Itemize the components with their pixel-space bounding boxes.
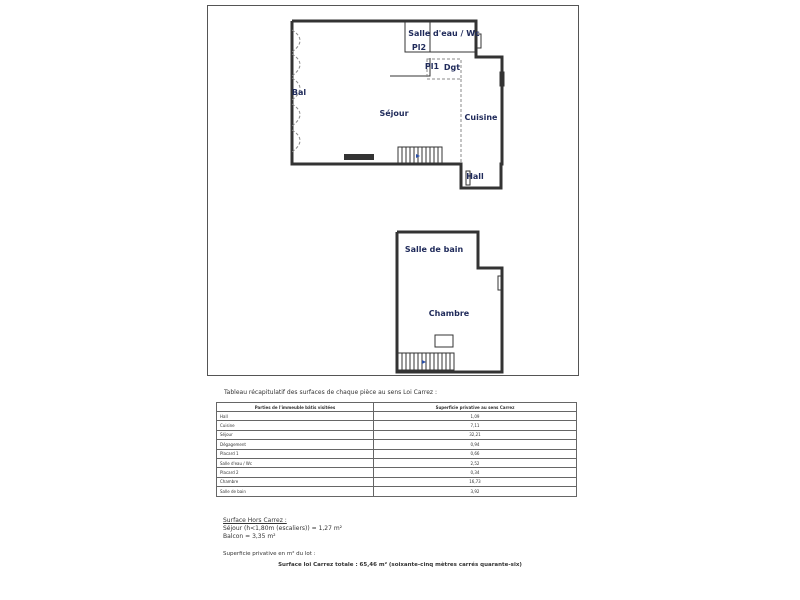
room-label-bal: Bal [291,88,307,97]
table-row [217,477,577,486]
row-area: 32,21 [374,430,577,439]
row-area: 3,92 [374,487,577,496]
hors-carrez-line: Séjour (h<1,80m (escaliers)) = 1,27 m² [223,525,343,532]
stairs-ground [398,147,442,163]
summary-title: Tableau récapitulatif des surfaces de chaque pièce au sens Loi Carrez : [224,389,437,396]
table-row [217,440,577,449]
ground-floor-plan [292,21,504,188]
room-label-cuisine: Cuisine [464,113,498,122]
hors-carrez-title: Surface Hors Carrez : [223,517,287,524]
room-label-hall: Hall [466,172,484,181]
row-name: Chambre [217,477,374,486]
total-surface: Surface loi Carrez totale : 65,46 m² (soixante-cinq mètres carrés quarante-six) [278,562,522,568]
column-header-name: Parties de l'immeuble bâtis visitées [217,403,374,412]
row-name: Cuisine [217,421,374,430]
row-name: Placard 2 [217,468,374,477]
table-row [217,412,577,421]
row-name: Séjour [217,430,374,439]
hors-carrez-section [223,517,342,541]
row-name: Dégagement [217,440,374,449]
row-area: 16,73 [374,477,577,486]
room-label-dgt: Dgt [443,63,461,72]
table-row [217,430,577,439]
room-label-salle-de-bain: Salle de bain [404,245,464,254]
surface-table [216,402,577,497]
row-name: Hall [217,412,374,421]
row-name: Placard 1 [217,449,374,458]
floor-plan-frame [207,5,579,376]
floor-plan [208,6,580,377]
table-header-row [217,403,577,412]
table-row [217,458,577,467]
row-area: 0,94 [374,440,577,449]
room-label-pl2: Pl2 [411,43,427,52]
room-label-sejour: Séjour [379,109,409,118]
row-area: 1,09 [374,412,577,421]
table-row [217,468,577,477]
row-area: 0,66 [374,449,577,458]
table-row [217,449,577,458]
table-row [217,421,577,430]
row-name: Salle de bain [217,487,374,496]
row-name: Salle d'eau / Wc [217,458,374,467]
stairs-upper [398,353,454,370]
room-label-salle-eau-wc: Salle d'eau / Wc [408,29,480,38]
row-area: 7,11 [374,421,577,430]
row-area: 2,52 [374,458,577,467]
table-row [217,487,577,496]
room-label-chambre: Chambre [428,309,470,318]
room-label-pl1: Pl1 [424,62,440,71]
hors-carrez-line: Balcon = 3,35 m² [223,533,276,540]
row-area: 0,34 [374,468,577,477]
column-header-area: Superficie privative au sens Carrez [374,403,577,412]
lot-label: Superficie privative en m² du lot : [223,551,316,557]
